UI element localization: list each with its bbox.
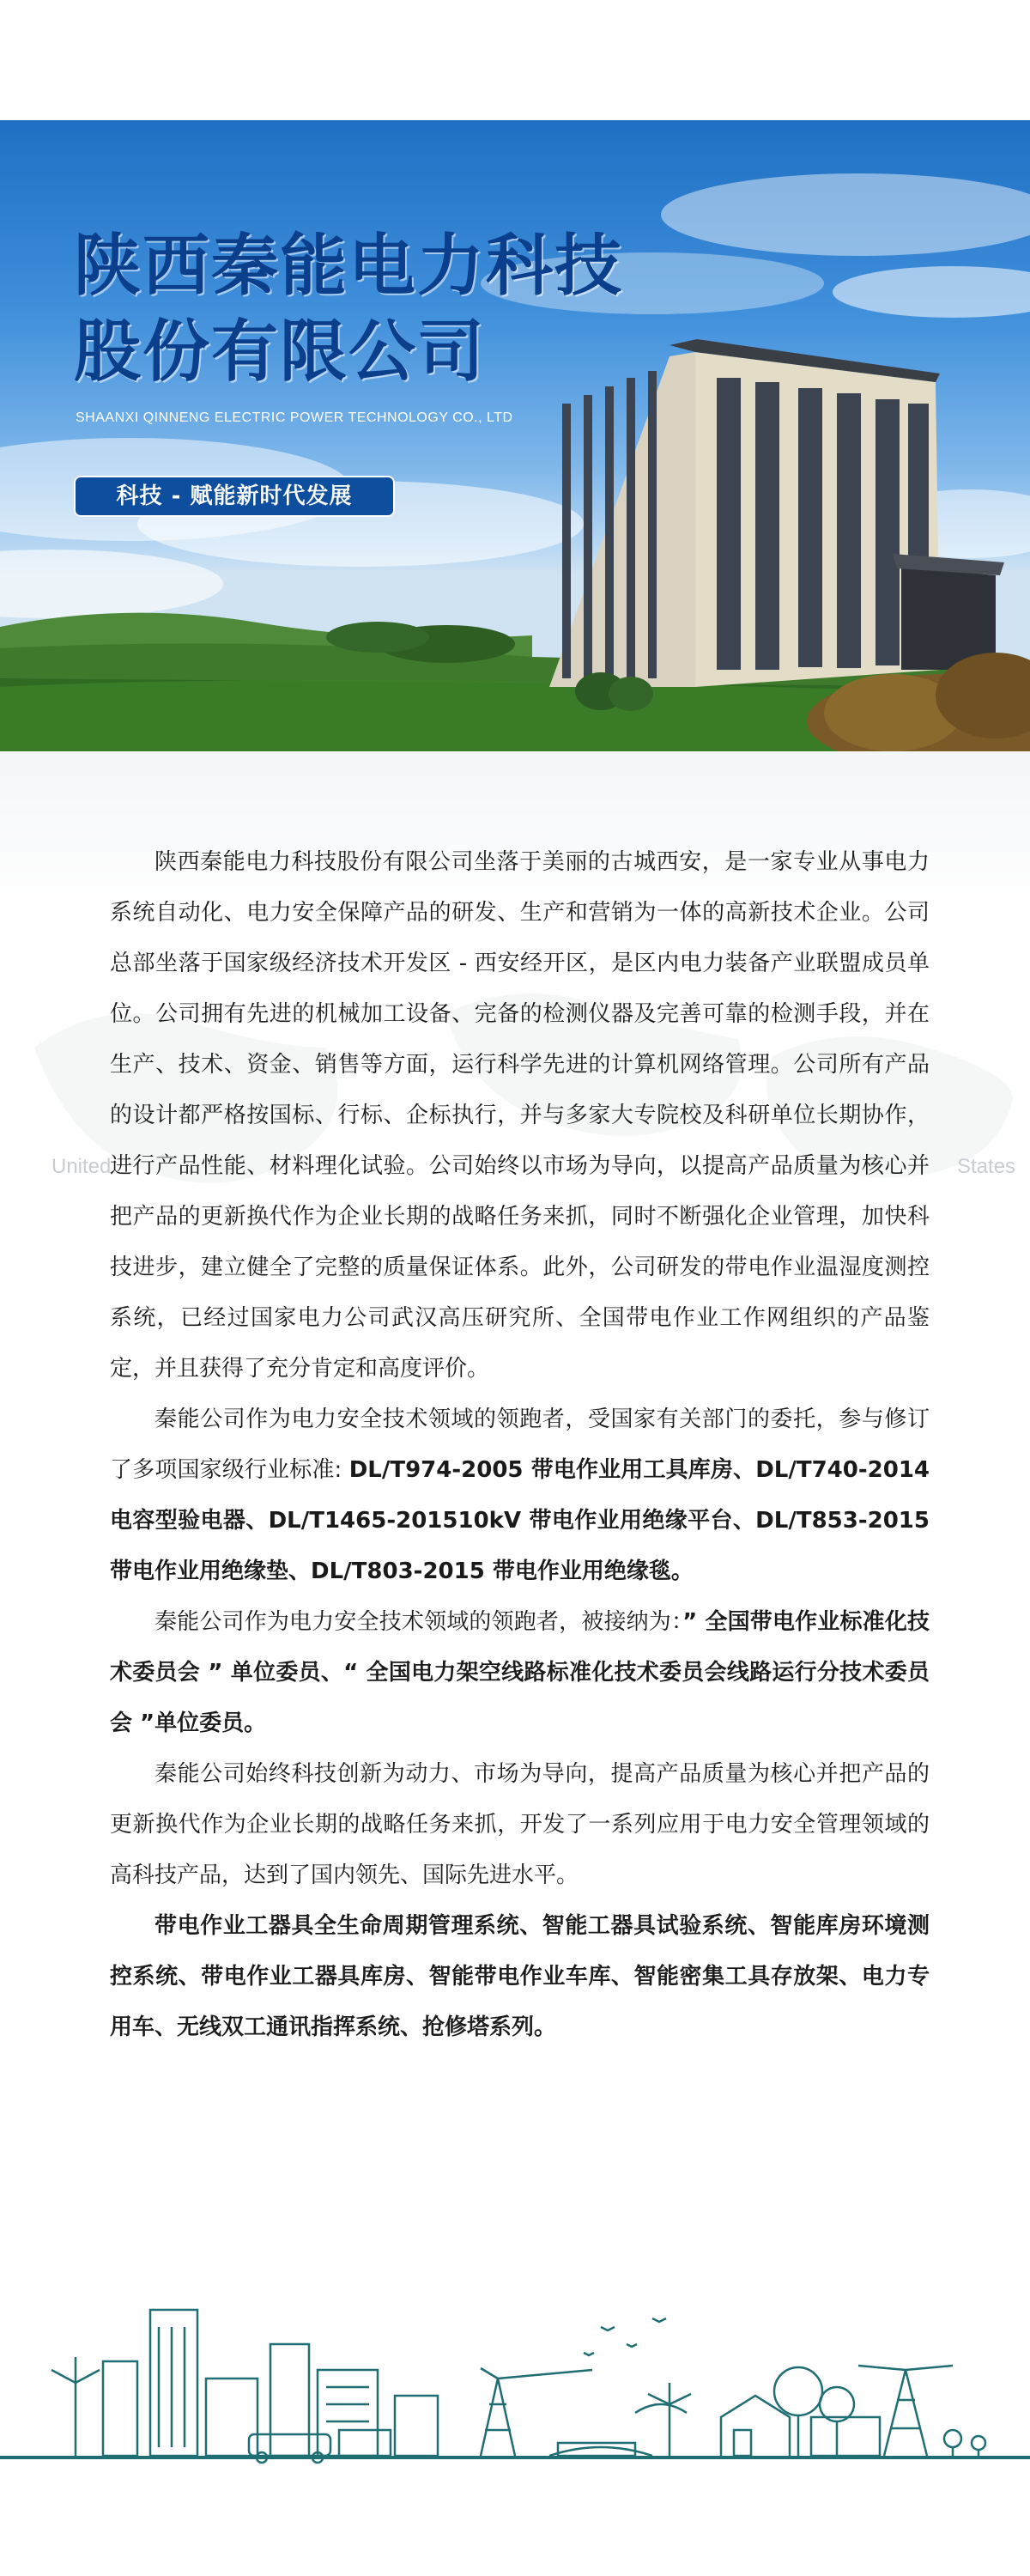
intro-paragraph-products: [110, 1901, 930, 2053]
intro-paragraph-overview: 陕西秦能电力科技股份有限公司坐落于美丽的古城西安，是一家专业从事电力系统自动化、电力安全保障产品的研发、生产和营销为一体的高新技术企业。公司总部坐落于国家级经济技术开发区 - 西安经开区，是区内电力装备产业联盟成员单位。公司拥有先进的机械加工设备、完备的检测仪器及完善可靠的检测手段，并在生产、技术、资金、销售等方面，运行科学先进的计算机网络管理。公司所有产品的设计都严格按国标、行标、企标执行，并与多家大专院校及科研单位长期协作，进行产品性能、材料理化试验。公司始终以市场为导向，以提高产品质量为核心并把产品的更新换代作为企业长期的战略任务来抓，同时不断强化企业管理，加快科技进步，建立健全了完整的质量保证体系。此外，公司研发的带电作业温湿度测控系统，已经过国家电力公司武汉高压研究所、全国带电作业工作网组织的产品鉴定，并且获得了充分肯定和高度评价。: [110, 849, 930, 1382]
hero-scene-illustration: [0, 120, 1030, 751]
company-name-line1: 陕西秦能电力科技: [74, 228, 624, 305]
watermark-label-right: States: [957, 1155, 1016, 1178]
wind-turbine-icon: [648, 2383, 691, 2456]
slogan-badge: 科技 - 赋能新时代发展: [74, 476, 395, 517]
standards-lead-text: 秦能公司作为电力安全技术领域的领跑者，受国家有关部门的委托，参与修订了多项国家级行业标准:: [110, 1406, 930, 1483]
company-name-title: [74, 223, 692, 395]
company-introduction: [110, 837, 930, 2053]
intro-paragraph-standards: [110, 1394, 930, 1597]
product-list: 带电作业工器具全生命周期管理系统、智能工器具试验系统、智能库房环境测控系统、带电作业工器具库房、智能带电作业车库、智能密集工具存放架、电力专用车、无线双工通讯指挥系统、抢修塔系列。: [110, 1913, 930, 2040]
top-margin: [0, 0, 1030, 120]
company-name-line2: 股份有限公司: [74, 313, 487, 391]
watermark-label-left: United: [52, 1155, 112, 1178]
wind-turbine-icon: [52, 2357, 100, 2456]
intro-paragraph-committees: [110, 1597, 930, 1749]
intro-paragraph-innovation: 秦能公司始终科技创新为动力、市场为导向，提高产品质量为核心并把产品的更新换代作为企业长期的战略任务来抓，开发了一系列应用于电力安全管理领域的高科技产品，达到了国内领先、国际先进水平。: [110, 1761, 930, 1888]
committees-lead-text: 秦能公司作为电力安全技术领域的领跑者，被接纳为：: [154, 1609, 683, 1635]
standards-list: DL/T974-2005 带电作业用工具库房、DL/T740-2014 电容型验电器、DL/T1465-201510kV 带电作业用绝缘平台、DL/T853-2015 带电作业用绝缘垫、DL/T803-2015 带电作业用绝缘毯。: [110, 1457, 930, 1584]
city-line-art-footer: [0, 2198, 1030, 2576]
company-name-english: SHAANXI QINNENG ELECTRIC POWER TECHNOLOGY CO., LTD: [76, 410, 513, 425]
committees-list: ” 全国带电作业标准化技术委员会 ” 单位委员、“ 全国电力架空线路标准化技术委员会线路运行分技术委员会 ”单位委员。: [110, 1609, 930, 1736]
hero-banner: [0, 120, 1030, 751]
